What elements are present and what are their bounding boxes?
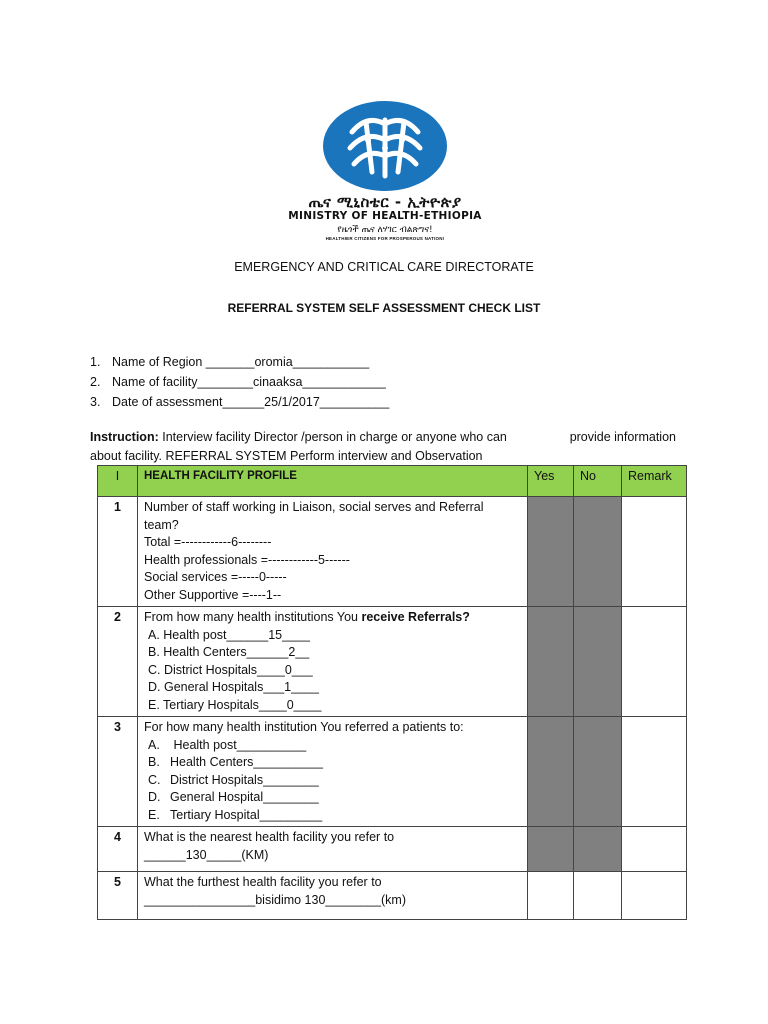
ministry-emblem-icon: [322, 100, 448, 192]
facility-info-list: [90, 352, 389, 412]
facility-text: Name of facility________cinaaksa____________: [112, 375, 386, 389]
header-profile: HEALTH FACILITY PROFILE: [138, 466, 528, 497]
option-line: C. District Hospitals________: [148, 772, 319, 787]
yes-cell: [528, 607, 574, 717]
remark-cell[interactable]: [622, 827, 687, 872]
header-num: I: [98, 466, 138, 497]
table-header-row: [98, 466, 687, 497]
yes-cell: [528, 497, 574, 607]
no-cell: [574, 827, 622, 872]
option-line: D. General Hospitals___1____: [148, 680, 319, 694]
remark-cell[interactable]: [622, 497, 687, 607]
instruction-paragraph: [90, 428, 676, 466]
option-line: D. General Hospital________: [148, 790, 319, 804]
answer-line: Other Supportive =----1--: [144, 587, 282, 602]
answer-line: Health professionals =------------5------: [144, 552, 350, 567]
ministry-motto: የዜጎች ጤና ለሃገር ብልጽግና!: [337, 225, 433, 235]
question-cell: [138, 872, 528, 920]
yes-cell: [528, 717, 574, 827]
yes-cell: [528, 827, 574, 872]
question-text: What is the nearest health facility you refer to: [144, 830, 395, 844]
answer-line: ______130_____(KM): [144, 847, 269, 862]
remark-cell[interactable]: [622, 717, 687, 827]
facility-profile-table: [97, 465, 687, 920]
ministry-motto-english: HEALTHIER CITIZENS FOR PROSPEROUS NATION!: [325, 236, 445, 241]
instruction-label: Instruction:: [90, 430, 159, 444]
option-line: E. Tertiary Hospitals____0____: [148, 697, 322, 712]
question-text: For how many health institution You referred a patients to:: [144, 720, 464, 734]
instruction-line2: about facility. REFERRAL SYSTEM Perform interview and Observation: [90, 449, 483, 463]
yes-cell[interactable]: [528, 872, 574, 920]
option-line: B. Health Centers______2__: [148, 645, 310, 659]
instruction-line1a: Interview facility Director /person in charge or anyone who can: [162, 430, 507, 444]
row-number: 5: [98, 872, 138, 920]
table-row: [98, 607, 687, 717]
option-line: A. Health post______15____: [148, 627, 310, 642]
option-line: C. District Hospitals____0___: [148, 662, 313, 677]
question-text: Number of staff working in Liaison, social serves and Referral team?: [144, 500, 484, 532]
info-facility: 2. Name of facility________cinaaksa____________: [90, 375, 386, 389]
remark-cell[interactable]: [622, 872, 687, 920]
no-cell: [574, 607, 622, 717]
row-number: 1: [98, 497, 138, 607]
row-number: 3: [98, 717, 138, 827]
date-text: Date of assessment______25/1/2017__________: [112, 395, 390, 409]
no-cell: [574, 497, 622, 607]
header-remark: Remark: [622, 466, 687, 497]
question-text: What the furthest health facility you refer to: [144, 875, 382, 889]
no-cell: [574, 717, 622, 827]
question-cell: [138, 607, 528, 717]
header-no: No: [574, 466, 622, 497]
question-cell: [138, 717, 528, 827]
question-text: From how many health institutions You receive Referrals?: [144, 610, 470, 624]
remark-cell[interactable]: [622, 607, 687, 717]
table-row: [98, 827, 687, 872]
answer-line: ________________bisidimo 130________(km): [144, 892, 407, 907]
ministry-logo: [250, 100, 520, 248]
option-line: A. Health post__________: [148, 737, 307, 752]
checklist-title: REFERRAL SYSTEM SELF ASSESSMENT CHECK LIST: [227, 301, 541, 315]
option-line: E. Tertiary Hospital_________: [148, 807, 323, 822]
info-region: 1. Name of Region _______oromia___________: [90, 355, 370, 369]
table-row: [98, 717, 687, 827]
question-cell: [138, 497, 528, 607]
region-text: Name of Region _______oromia___________: [112, 355, 370, 369]
ministry-english-name: MINISTRY OF HEALTH-ETHIOPIA: [288, 210, 482, 222]
question-cell: [138, 827, 528, 872]
answer-line: Total =------------6--------: [144, 535, 272, 549]
directorate-heading: EMERGENCY AND CRITICAL CARE DIRECTORATE: [234, 260, 534, 274]
ministry-amharic-name: ጤና ሚኒስቴር - ኢትዮጵያ: [308, 193, 462, 211]
option-line: B. Health Centers__________: [148, 755, 323, 769]
instruction-line1b: provide information: [569, 430, 676, 444]
info-date: 3. Date of assessment______25/1/2017__________: [90, 395, 390, 409]
row-number: 2: [98, 607, 138, 717]
table-row: [98, 872, 687, 920]
no-cell[interactable]: [574, 872, 622, 920]
header-yes: Yes: [528, 466, 574, 497]
table-row: [98, 497, 687, 607]
row-number: 4: [98, 827, 138, 872]
answer-line: Social services =-----0-----: [144, 570, 287, 584]
